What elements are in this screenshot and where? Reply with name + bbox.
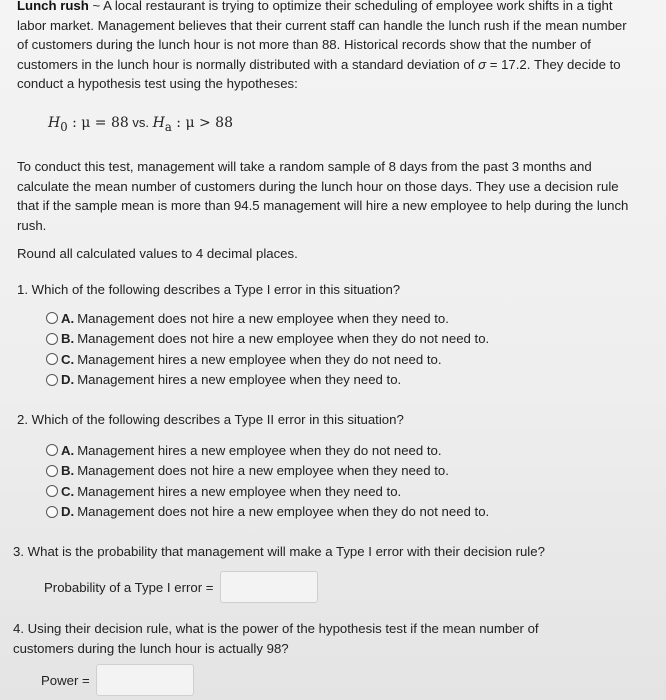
hypotheses	[48, 115, 233, 134]
option-text: Management hires a new employee when they do not need to.	[77, 351, 442, 367]
q1-option-d[interactable]	[46, 370, 489, 391]
q2-option-b[interactable]	[46, 461, 489, 482]
question-3-answer-row	[44, 571, 318, 603]
rounding-note: Round all calculated values to 4 decimal places.	[17, 246, 298, 261]
intro-text-1: A local restaurant is trying to optimize their scheduling of employee work shifts in a tight labor market. Management believes that their current staff can handle the lunch rush if the mean number of customers during the lunch hour is not more than 88. Historical records show that the number of customers in the lunch hour is normally distributed with a standard deviation of	[17, 0, 627, 72]
question-2-text: 2. Which of the following describes a Type II error in this situation?	[17, 412, 404, 427]
ha-subscript: a	[164, 119, 172, 134]
q1-option-c[interactable]	[46, 349, 489, 370]
title-dash: ~	[88, 0, 104, 13]
option-letter: D.	[61, 372, 75, 388]
radio-button-icon[interactable]	[46, 312, 58, 324]
intro-equals: =	[486, 56, 502, 72]
q1-option-a[interactable]	[46, 308, 489, 329]
q2-option-c[interactable]	[46, 481, 489, 502]
option-letter: C.	[61, 351, 75, 367]
radio-button-icon[interactable]	[46, 465, 58, 477]
hyp-vs: vs.	[128, 115, 153, 130]
h0-subscript: 0	[60, 119, 68, 134]
radio-button-icon[interactable]	[46, 333, 58, 345]
option-text: Management hires a new employee when they do not need to.	[77, 442, 442, 458]
q2-option-a[interactable]	[46, 440, 489, 461]
problem-title: Lunch rush	[17, 0, 89, 13]
question-1-text: 1. Which of the following describes a Type I error in this situation?	[17, 282, 401, 297]
q2-option-d[interactable]	[46, 502, 489, 523]
h0-symbol: H	[48, 115, 61, 131]
option-letter: B.	[61, 331, 75, 347]
power-label: Power =	[41, 672, 90, 688]
h0-statement: : μ = 88	[67, 115, 129, 131]
power-input[interactable]	[96, 664, 194, 696]
intro-paragraph	[17, 0, 637, 94]
option-letter: A.	[61, 310, 75, 326]
option-text: Management does not hire a new employee when they need to.	[77, 310, 449, 326]
option-text: Management does not hire a new employee when they do not need to.	[77, 331, 490, 347]
question-4-text: 4. Using their decision rule, what is the power of the hypothesis test if the mean number of customers during the lunch hour is actually 98?	[13, 621, 539, 656]
type-1-error-input[interactable]	[220, 571, 318, 603]
type-1-error-label: Probability of a Type I error =	[44, 579, 214, 595]
q1-option-b[interactable]	[46, 329, 489, 350]
question-2-options	[46, 440, 489, 522]
radio-button-icon[interactable]	[46, 506, 58, 518]
option-letter: C.	[61, 483, 75, 499]
radio-button-icon[interactable]	[46, 374, 58, 386]
ha-symbol: H	[152, 115, 165, 131]
question-3-text: 3. What is the probability that management will make a Type I error with their decision rule?	[13, 544, 545, 559]
question-4-answer-row	[41, 664, 194, 696]
ha-statement: : μ > 88	[171, 115, 233, 131]
intro-text-2: 17.2. They decide to conduct a hypothesis test using the hypotheses:	[17, 56, 621, 92]
option-text: Management does not hire a new employee when they do not need to.	[77, 504, 490, 520]
method-paragraph: To conduct this test, management will take a random sample of 8 days from the past 3 months and calculate the mean number of customers during the lunch hour on those days. They use a decision rule that if the sample mean is more than 94.5 management will hire a new employee to help during the lunch rush.	[17, 159, 629, 233]
option-text: Management hires a new employee when they need to.	[77, 372, 402, 388]
option-letter: A.	[61, 442, 75, 458]
option-text: Management does not hire a new employee when they need to.	[77, 463, 449, 479]
option-letter: B.	[61, 463, 75, 479]
sigma-symbol: σ	[478, 56, 487, 72]
question-1-options	[46, 308, 489, 390]
option-text: Management hires a new employee when they need to.	[77, 483, 402, 499]
option-letter: D.	[61, 504, 75, 520]
radio-button-icon[interactable]	[46, 353, 58, 365]
radio-button-icon[interactable]	[46, 444, 58, 456]
radio-button-icon[interactable]	[46, 485, 58, 497]
